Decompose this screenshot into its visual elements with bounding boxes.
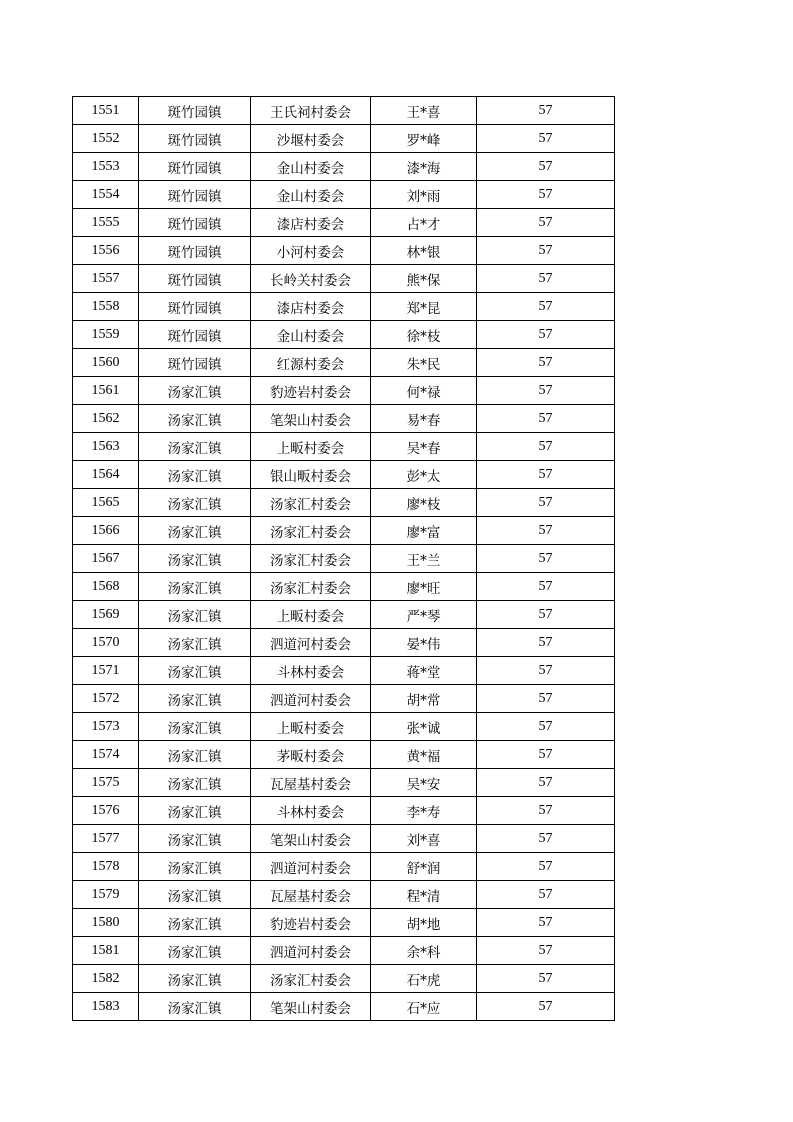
village-committee-cell: 上畈村委会: [251, 601, 371, 629]
row-number-cell: 1575: [73, 769, 139, 797]
village-committee-cell: 金山村委会: [251, 181, 371, 209]
village-committee-cell: 泗道河村委会: [251, 853, 371, 881]
town-cell: 汤家汇镇: [139, 797, 251, 825]
village-committee-cell: 泗道河村委会: [251, 937, 371, 965]
row-number-cell: 1577: [73, 825, 139, 853]
row-number-cell: 1576: [73, 797, 139, 825]
town-cell: 斑竹园镇: [139, 237, 251, 265]
value-cell: 57: [477, 713, 615, 741]
table-row: [73, 97, 615, 125]
table-row: [73, 769, 615, 797]
table-row: [73, 125, 615, 153]
village-committee-cell: 斗林村委会: [251, 797, 371, 825]
person-name-cell: 郑*昆: [371, 293, 477, 321]
person-name-cell: 晏*伟: [371, 629, 477, 657]
town-cell: 斑竹园镇: [139, 321, 251, 349]
person-name-cell: 舒*润: [371, 853, 477, 881]
table-row: [73, 209, 615, 237]
value-cell: 57: [477, 321, 615, 349]
person-name-cell: 王*喜: [371, 97, 477, 125]
village-committee-cell: 小河村委会: [251, 237, 371, 265]
person-name-cell: 石*虎: [371, 965, 477, 993]
person-name-cell: 蒋*堂: [371, 657, 477, 685]
person-name-cell: 林*银: [371, 237, 477, 265]
value-cell: 57: [477, 937, 615, 965]
person-name-cell: 罗*峰: [371, 125, 477, 153]
value-cell: 57: [477, 489, 615, 517]
village-committee-cell: 漆店村委会: [251, 209, 371, 237]
person-name-cell: 吴*安: [371, 769, 477, 797]
table-row: [73, 881, 615, 909]
value-cell: 57: [477, 209, 615, 237]
person-name-cell: 朱*民: [371, 349, 477, 377]
table-row: [73, 377, 615, 405]
town-cell: 汤家汇镇: [139, 825, 251, 853]
value-cell: 57: [477, 181, 615, 209]
person-name-cell: 王*兰: [371, 545, 477, 573]
person-name-cell: 漆*海: [371, 153, 477, 181]
value-cell: 57: [477, 657, 615, 685]
town-cell: 汤家汇镇: [139, 993, 251, 1021]
row-number-cell: 1555: [73, 209, 139, 237]
table-row: [73, 153, 615, 181]
value-cell: 57: [477, 881, 615, 909]
value-cell: 57: [477, 741, 615, 769]
row-number-cell: 1559: [73, 321, 139, 349]
town-cell: 汤家汇镇: [139, 629, 251, 657]
value-cell: 57: [477, 153, 615, 181]
value-cell: 57: [477, 797, 615, 825]
row-number-cell: 1579: [73, 881, 139, 909]
row-number-cell: 1568: [73, 573, 139, 601]
town-cell: 斑竹园镇: [139, 293, 251, 321]
person-name-cell: 刘*喜: [371, 825, 477, 853]
value-cell: 57: [477, 405, 615, 433]
village-committee-cell: 红源村委会: [251, 349, 371, 377]
table-row: [73, 461, 615, 489]
person-name-cell: 余*科: [371, 937, 477, 965]
town-cell: 斑竹园镇: [139, 209, 251, 237]
town-cell: 汤家汇镇: [139, 433, 251, 461]
village-committee-cell: 笔架山村委会: [251, 405, 371, 433]
value-cell: 57: [477, 377, 615, 405]
row-number-cell: 1556: [73, 237, 139, 265]
table-row: [73, 321, 615, 349]
table-row: [73, 825, 615, 853]
value-cell: 57: [477, 349, 615, 377]
person-name-cell: 胡*常: [371, 685, 477, 713]
town-cell: 汤家汇镇: [139, 713, 251, 741]
table-row: [73, 349, 615, 377]
table-row: [73, 405, 615, 433]
row-number-cell: 1563: [73, 433, 139, 461]
person-name-cell: 廖*枝: [371, 489, 477, 517]
town-cell: 汤家汇镇: [139, 881, 251, 909]
village-committee-cell: 汤家汇村委会: [251, 489, 371, 517]
village-committee-cell: 汤家汇村委会: [251, 573, 371, 601]
town-cell: 斑竹园镇: [139, 181, 251, 209]
row-number-cell: 1570: [73, 629, 139, 657]
row-number-cell: 1578: [73, 853, 139, 881]
row-number-cell: 1571: [73, 657, 139, 685]
village-committee-cell: 泗道河村委会: [251, 685, 371, 713]
row-number-cell: 1564: [73, 461, 139, 489]
row-number-cell: 1572: [73, 685, 139, 713]
table-row: [73, 433, 615, 461]
table-row: [73, 181, 615, 209]
person-name-cell: 黄*福: [371, 741, 477, 769]
table-row: [73, 937, 615, 965]
value-cell: 57: [477, 293, 615, 321]
town-cell: 汤家汇镇: [139, 769, 251, 797]
row-number-cell: 1562: [73, 405, 139, 433]
person-name-cell: 徐*枝: [371, 321, 477, 349]
town-cell: 斑竹园镇: [139, 265, 251, 293]
village-committee-cell: 瓦屋基村委会: [251, 769, 371, 797]
person-name-cell: 吴*春: [371, 433, 477, 461]
village-committee-cell: 王氏祠村委会: [251, 97, 371, 125]
village-committee-cell: 茅畈村委会: [251, 741, 371, 769]
row-number-cell: 1580: [73, 909, 139, 937]
value-cell: 57: [477, 433, 615, 461]
town-cell: 汤家汇镇: [139, 685, 251, 713]
table-row: [73, 685, 615, 713]
row-number-cell: 1583: [73, 993, 139, 1021]
row-number-cell: 1554: [73, 181, 139, 209]
table-row: [73, 265, 615, 293]
row-number-cell: 1567: [73, 545, 139, 573]
table-row: [73, 517, 615, 545]
value-cell: 57: [477, 909, 615, 937]
town-cell: 汤家汇镇: [139, 601, 251, 629]
table-row: [73, 601, 615, 629]
row-number-cell: 1566: [73, 517, 139, 545]
table-row: [73, 909, 615, 937]
village-committee-cell: 沙堰村委会: [251, 125, 371, 153]
town-cell: 汤家汇镇: [139, 853, 251, 881]
value-cell: 57: [477, 265, 615, 293]
row-number-cell: 1569: [73, 601, 139, 629]
table-row: [73, 853, 615, 881]
row-number-cell: 1560: [73, 349, 139, 377]
person-name-cell: 张*诚: [371, 713, 477, 741]
value-cell: 57: [477, 769, 615, 797]
row-number-cell: 1565: [73, 489, 139, 517]
value-cell: 57: [477, 125, 615, 153]
town-cell: 斑竹园镇: [139, 125, 251, 153]
row-number-cell: 1574: [73, 741, 139, 769]
value-cell: 57: [477, 685, 615, 713]
village-committee-cell: 金山村委会: [251, 153, 371, 181]
table-row: [73, 489, 615, 517]
table-row: [73, 741, 615, 769]
village-committee-cell: 银山畈村委会: [251, 461, 371, 489]
table-row: [73, 573, 615, 601]
value-cell: 57: [477, 97, 615, 125]
value-cell: 57: [477, 993, 615, 1021]
row-number-cell: 1582: [73, 965, 139, 993]
value-cell: 57: [477, 825, 615, 853]
person-name-cell: 彭*太: [371, 461, 477, 489]
town-cell: 斑竹园镇: [139, 153, 251, 181]
village-committee-cell: 瓦屋基村委会: [251, 881, 371, 909]
village-committee-cell: 豹迹岩村委会: [251, 377, 371, 405]
person-name-cell: 刘*雨: [371, 181, 477, 209]
village-committee-cell: 金山村委会: [251, 321, 371, 349]
village-committee-cell: 笔架山村委会: [251, 993, 371, 1021]
row-number-cell: 1573: [73, 713, 139, 741]
town-cell: 斑竹园镇: [139, 97, 251, 125]
town-cell: 汤家汇镇: [139, 909, 251, 937]
person-name-cell: 占*才: [371, 209, 477, 237]
village-committee-cell: 汤家汇村委会: [251, 965, 371, 993]
town-cell: 汤家汇镇: [139, 741, 251, 769]
village-committee-cell: 上畈村委会: [251, 433, 371, 461]
row-number-cell: 1551: [73, 97, 139, 125]
value-cell: 57: [477, 601, 615, 629]
table-row: [73, 993, 615, 1021]
town-cell: 汤家汇镇: [139, 461, 251, 489]
village-committee-cell: 漆店村委会: [251, 293, 371, 321]
table-row: [73, 657, 615, 685]
value-cell: 57: [477, 965, 615, 993]
town-cell: 汤家汇镇: [139, 405, 251, 433]
village-committee-cell: 笔架山村委会: [251, 825, 371, 853]
roster-table: [72, 96, 615, 1021]
roster-table-body: [73, 97, 615, 1021]
value-cell: 57: [477, 517, 615, 545]
person-name-cell: 胡*地: [371, 909, 477, 937]
value-cell: 57: [477, 461, 615, 489]
table-row: [73, 629, 615, 657]
person-name-cell: 何*禄: [371, 377, 477, 405]
town-cell: 汤家汇镇: [139, 573, 251, 601]
row-number-cell: 1581: [73, 937, 139, 965]
village-committee-cell: 豹迹岩村委会: [251, 909, 371, 937]
value-cell: 57: [477, 573, 615, 601]
person-name-cell: 廖*富: [371, 517, 477, 545]
town-cell: 汤家汇镇: [139, 657, 251, 685]
row-number-cell: 1552: [73, 125, 139, 153]
village-committee-cell: 汤家汇村委会: [251, 517, 371, 545]
row-number-cell: 1557: [73, 265, 139, 293]
town-cell: 斑竹园镇: [139, 349, 251, 377]
town-cell: 汤家汇镇: [139, 545, 251, 573]
value-cell: 57: [477, 629, 615, 657]
row-number-cell: 1561: [73, 377, 139, 405]
town-cell: 汤家汇镇: [139, 965, 251, 993]
town-cell: 汤家汇镇: [139, 377, 251, 405]
person-name-cell: 熊*保: [371, 265, 477, 293]
row-number-cell: 1553: [73, 153, 139, 181]
person-name-cell: 石*应: [371, 993, 477, 1021]
table-row: [73, 237, 615, 265]
village-committee-cell: 上畈村委会: [251, 713, 371, 741]
table-row: [73, 545, 615, 573]
town-cell: 汤家汇镇: [139, 517, 251, 545]
value-cell: 57: [477, 237, 615, 265]
person-name-cell: 易*春: [371, 405, 477, 433]
person-name-cell: 廖*旺: [371, 573, 477, 601]
village-committee-cell: 汤家汇村委会: [251, 545, 371, 573]
table-row: [73, 965, 615, 993]
village-committee-cell: 斗林村委会: [251, 657, 371, 685]
town-cell: 汤家汇镇: [139, 489, 251, 517]
town-cell: 汤家汇镇: [139, 937, 251, 965]
person-name-cell: 严*琴: [371, 601, 477, 629]
person-name-cell: 李*寿: [371, 797, 477, 825]
row-number-cell: 1558: [73, 293, 139, 321]
table-row: [73, 293, 615, 321]
village-committee-cell: 长岭关村委会: [251, 265, 371, 293]
village-committee-cell: 泗道河村委会: [251, 629, 371, 657]
table-row: [73, 713, 615, 741]
table-row: [73, 797, 615, 825]
person-name-cell: 程*清: [371, 881, 477, 909]
value-cell: 57: [477, 853, 615, 881]
value-cell: 57: [477, 545, 615, 573]
